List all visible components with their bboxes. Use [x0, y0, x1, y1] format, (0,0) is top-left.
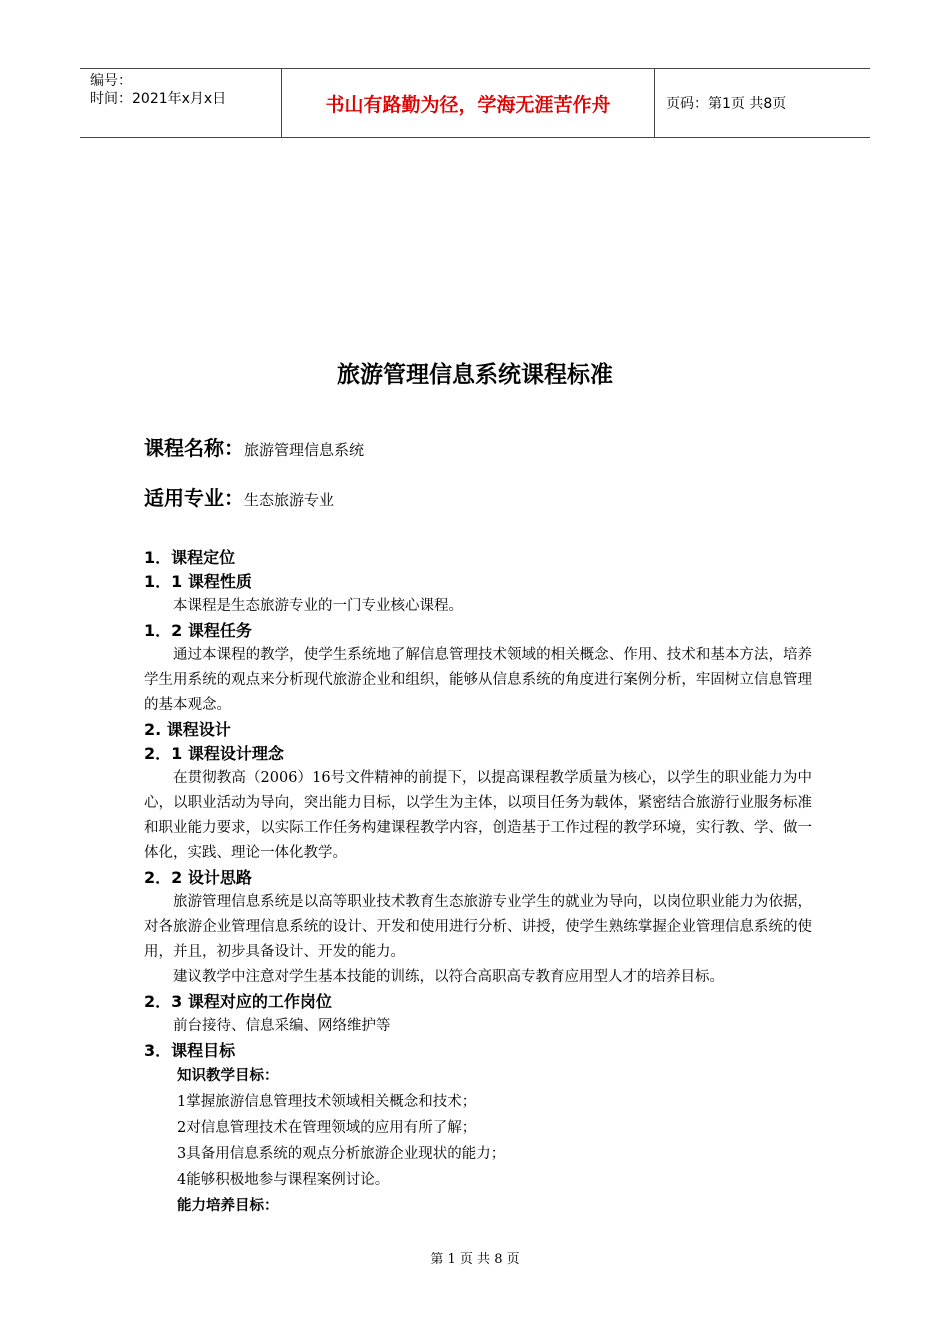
- section-heading: 1．2 课程任务: [144, 621, 252, 640]
- page-title: 旅游管理信息系统课程标准: [337, 362, 613, 388]
- list-item: 2对信息管理技术在管理领域的应用有所了解；: [177, 1120, 477, 1136]
- section-heading: 2．3 课程对应的工作岗位: [144, 992, 332, 1011]
- paragraph: 前台接待、信息采编、网络维护等: [173, 1018, 391, 1034]
- section-heading: 3．课程目标: [144, 1041, 236, 1060]
- list-item: 1掌握旅游信息管理技术领域相关概念和技术；: [177, 1094, 477, 1110]
- course-name-row: [144, 432, 364, 461]
- list-item: 4能够积极地参与课程案例讨论。: [177, 1172, 390, 1188]
- document-number: 编号：: [90, 73, 132, 89]
- document-time: 时间：2021年x月x日: [90, 91, 227, 107]
- paragraph: 建议教学中注意对学生基本技能的训练，以符合高职高专教育应用型人才的培养目标。: [173, 969, 724, 985]
- course-name-label: 课程名称：: [144, 436, 244, 460]
- section-heading: 2．2 设计思路: [144, 868, 252, 887]
- major-row: [144, 482, 334, 511]
- paragraph: 通过本课程的教学，使学生系统地了解信息管理技术领域的相关概念、作用、技术和基本方法，培养学生用系统的观点来分析现代旅游企业和组织，能够从信息系统的角度进行案例分析，牢固树立信息管理的基本观念。: [144, 647, 812, 713]
- section-heading: 1．1 课程性质: [144, 572, 252, 591]
- list-item: 3具备用信息系统的观点分析旅游企业现状的能力；: [177, 1146, 506, 1162]
- course-name-value: 旅游管理信息系统: [244, 441, 365, 459]
- section-heading: 2. 课程设计: [144, 720, 231, 739]
- header-meta-cell: [80, 69, 282, 137]
- paragraph: 旅游管理信息系统是以高等职业技术教育生态旅游专业学生的就业为导向，以岗位职业能力为依据，对各旅游企业管理信息系统的设计、开发和使用进行分析、讲授，使学生熟练掌握企业管理信息系统的使用，并且，初步具备设计、开发的能力。: [144, 894, 812, 960]
- header-motto: 书山有路勤为径，学海无涯苦作舟: [282, 69, 655, 137]
- knowledge-goals-label: 知识教学目标：: [177, 1068, 279, 1084]
- major-label: 适用专业：: [144, 486, 244, 510]
- section-heading: 2．1 课程设计理念: [144, 744, 284, 763]
- ability-goals-label: 能力培养目标：: [177, 1198, 279, 1214]
- paragraph: 在贯彻教高（2006）16号文件精神的前提下，以提高课程教学质量为核心，以学生的职业能力为中心，以职业活动为导向，突出能力目标，以学生为主体，以项目任务为载体，紧密结合旅游行业服务标准和职业能力要求，以实际工作任务构建课程教学内容，创造基于工作过程的教学环境，实行教、学、做一体化，实践、理论一体化教学。: [144, 770, 812, 861]
- document-body: [144, 546, 812, 1219]
- section-heading: 1．课程定位: [144, 548, 236, 567]
- page-footer: 第 1 页 共 8 页: [430, 1252, 520, 1267]
- header-page-info: 页码：第1页 共8页: [666, 96, 787, 112]
- major-value: 生态旅游专业: [244, 491, 335, 509]
- paragraph: 本课程是生态旅游专业的一门专业核心课程。: [173, 598, 463, 614]
- document-header: [80, 68, 870, 138]
